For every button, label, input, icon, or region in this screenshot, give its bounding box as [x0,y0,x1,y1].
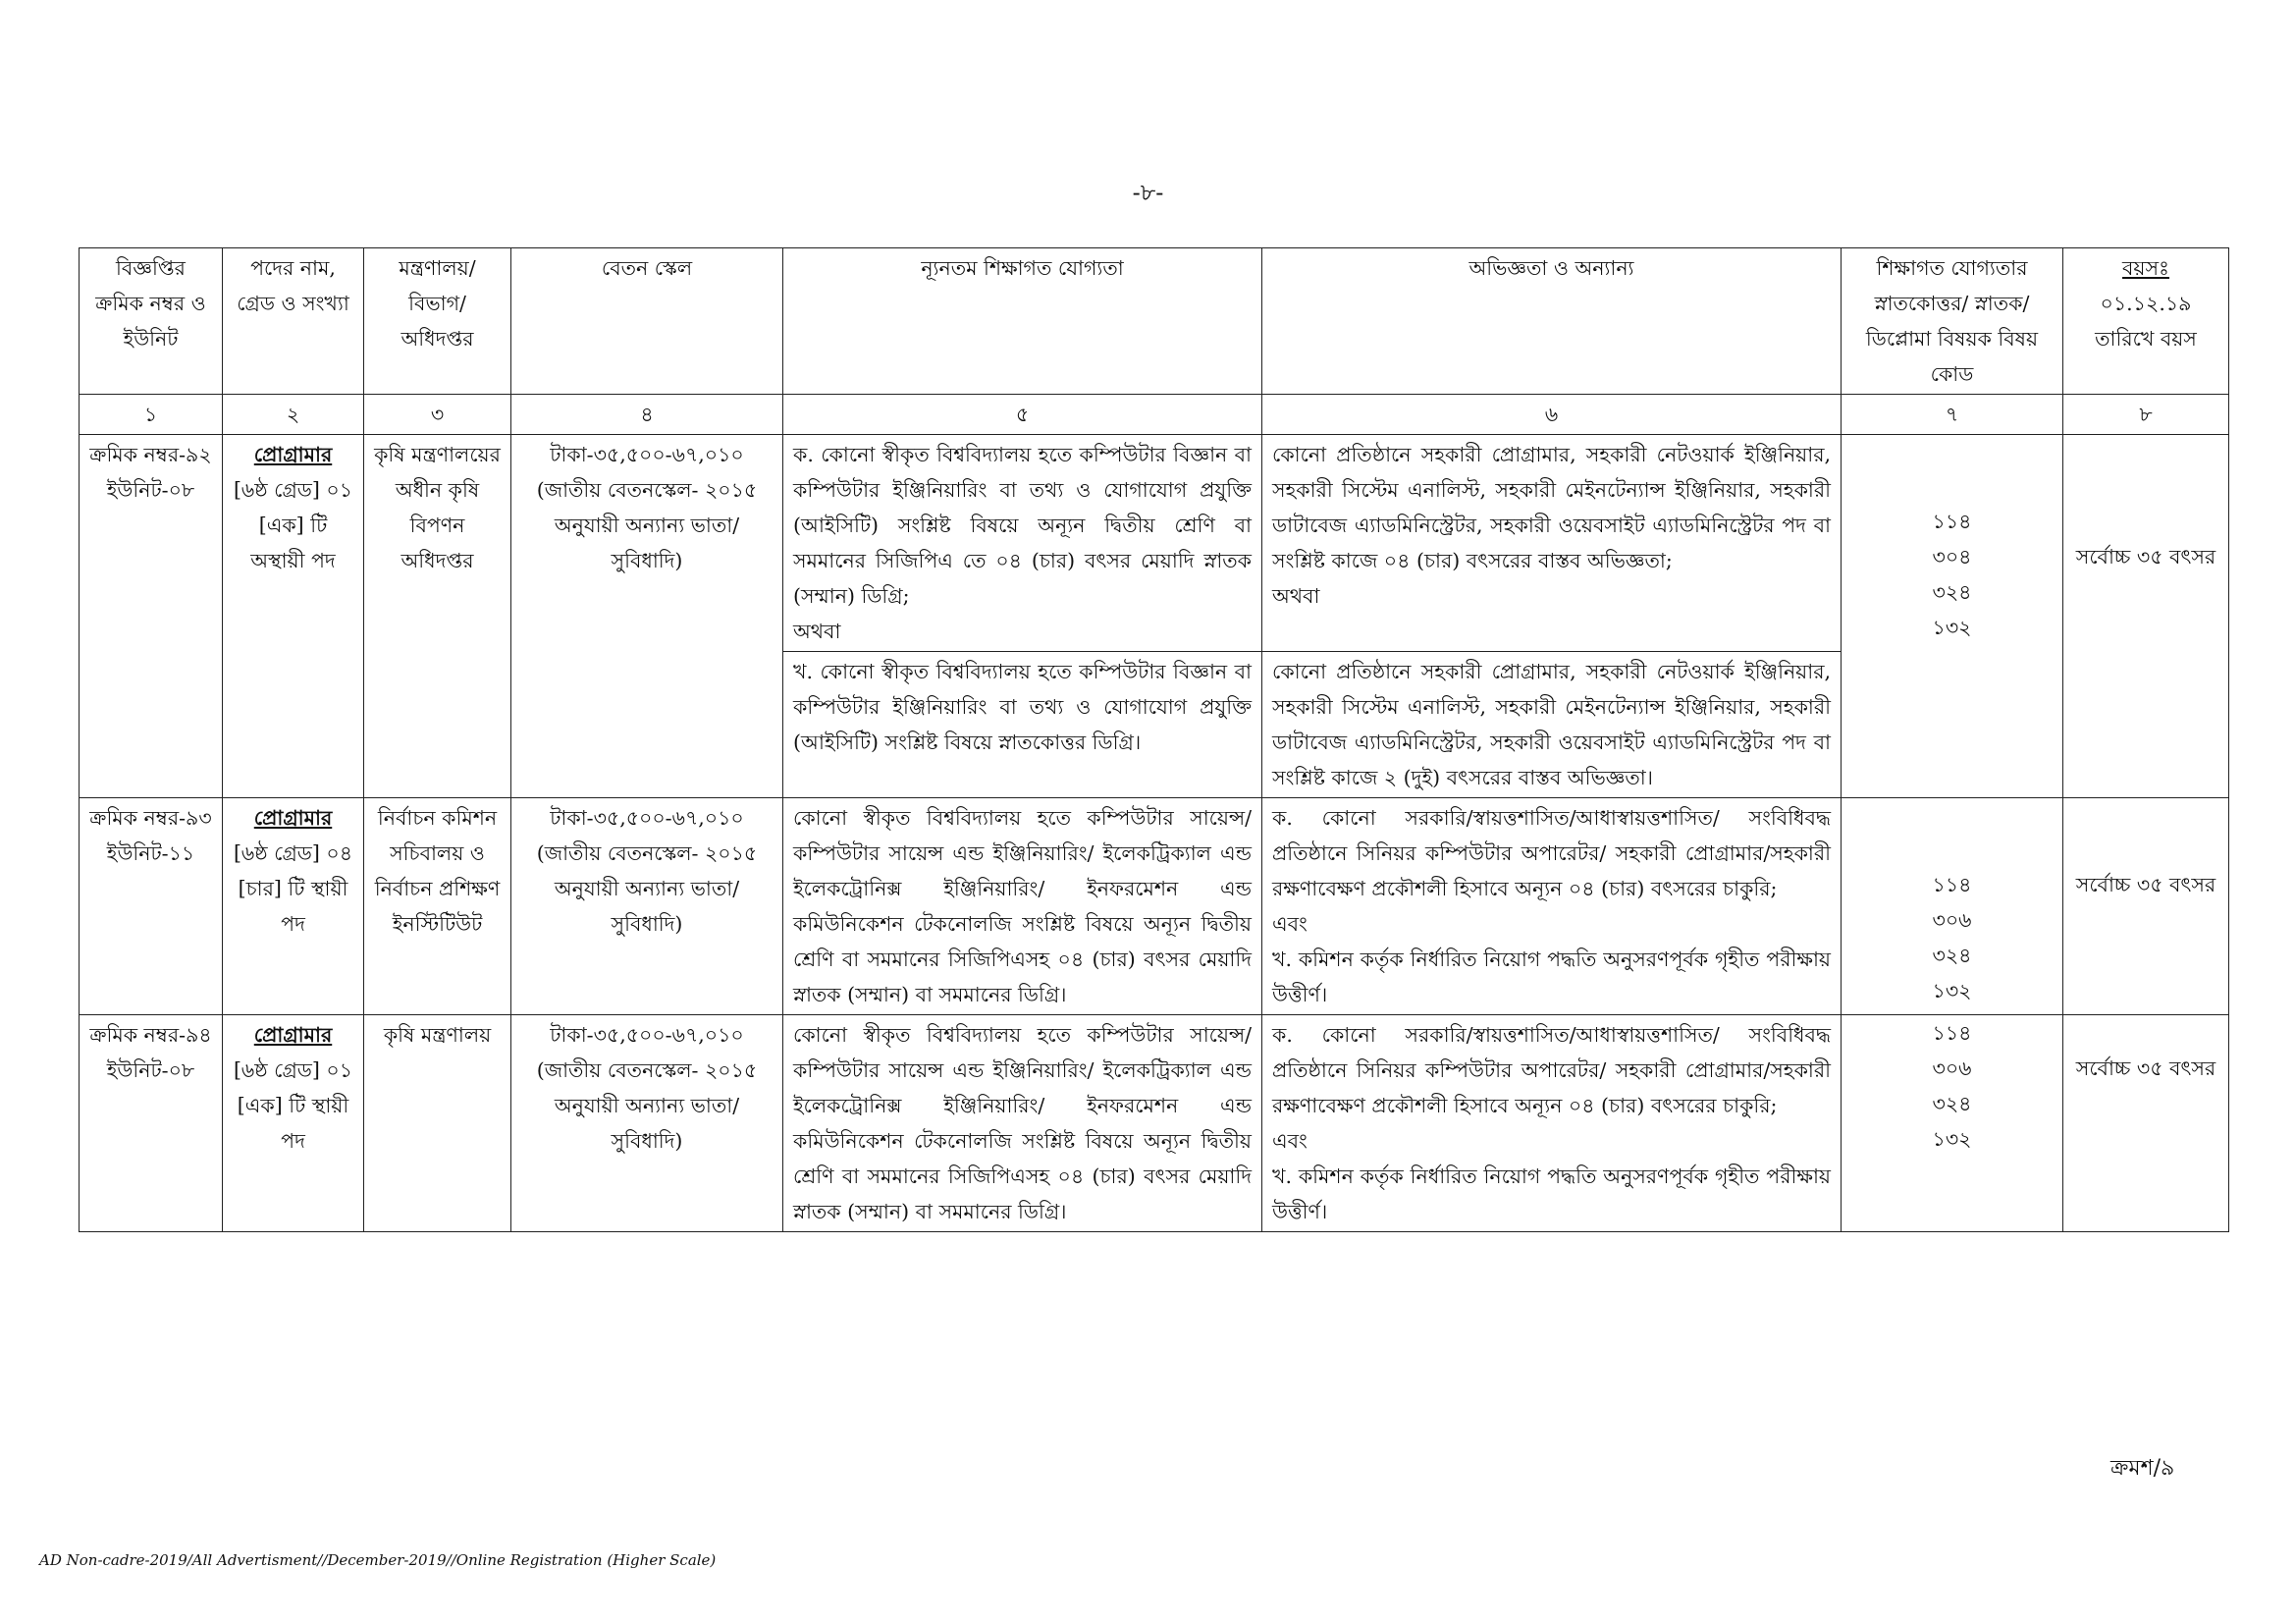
header-serial: বিজ্ঞপ্তির ক্রমিক নম্বর ও ইউনিট [80,248,223,395]
header-ministry: মন্ত্রণালয়/ বিভাগ/ অধিদপ্তর [364,248,511,395]
pay-scale-cell: টাকা-৩৫,৫০০-৬৭,০১০ (জাতীয় বেতনস্কেল- ২০১৫ অনুযায়ী অন্যান্য ভাতা/সুবিধাদি) [511,1015,783,1232]
experience-and: এবং [1272,912,1308,936]
subject-code: ১৩২ [1932,616,1972,639]
subject-code: ১১৪ [1932,1021,1972,1045]
table-row [80,435,2229,652]
post-name: প্রোগ্রামার [253,443,333,466]
education-or: অথবা [793,620,841,643]
subject-code: ৩০৬ [1932,908,1972,932]
serial-cell: ক্রমিক নম্বর-৯৩ ইউনিট-১১ [80,798,223,1015]
education-cell: কোনো স্বীকৃত বিশ্ববিদ্যালয় হতে কম্পিউটার সায়েন্স/কম্পিউটার সায়েন্স এন্ড ইঞ্জিনিয়ারিং/ ইলেকট্রিক্যাল এন্ড ইলেকট্রোনিক্স ইঞ্জিনিয়ারিং/ ইনফরমেশন এন্ড কমিউনিকেশন টেকনোলজি সংশ্লিষ্ট বিষয়ে অন্যূন দ্বিতীয় শ্রেণি বা সমমানের সিজিপিএসহ ০৪ (চার) বৎসর মেয়াদি স্নাতক (সম্মান) বা সমমানের ডিগ্রি। [783,1015,1262,1232]
education-option-a: ক. কোনো স্বীকৃত বিশ্ববিদ্যালয় হতে কম্পিউটার বিজ্ঞান বা কম্পিউটার ইঞ্জিনিয়ারিং বা তথ্য ও যোগাযোগ প্রযুক্তি (আইসিটি) সংশ্লিষ্ট বিষয়ে অন্যূন দ্বিতীয় শ্রেণি বা সমমানের সিজিপিএ তে ০৪ (চার) বৎসর মেয়াদি স্নাতক (সম্মান) ডিগ্রি; [793,443,1252,608]
subject-code: ১১৪ [1932,873,1972,896]
post-grade: [৬ষ্ঠ গ্রেড] ০১ [এক] টি অস্থায়ী পদ [233,478,353,572]
subject-code: ১৩২ [1932,979,1972,1002]
experience-and: এবং [1272,1129,1308,1153]
column-number: ৩ [364,395,511,435]
column-number: ২ [223,395,364,435]
education-cell: কোনো স্বীকৃত বিশ্ববিদ্যালয় হতে কম্পিউটার সায়েন্স/কম্পিউটার সায়েন্স এন্ড ইঞ্জিনিয়ারিং/ ইলেকট্রিক্যাল এন্ড ইলেকট্রোনিক্স ইঞ্জিনিয়ারিং/ ইনফরমেশন এন্ড কমিউনিকেশন টেকনোলজি সংশ্লিষ্ট বিষয়ে অন্যূন দ্বিতীয় শ্রেণি বা সমমানের সিজিপিএসহ ০৪ (চার) বৎসর মেয়াদি স্নাতক (সম্মান) বা সমমানের ডিগ্রি। [783,798,1262,1015]
ministry-cell: নির্বাচন কমিশন সচিবালয় ও নির্বাচন প্রশিক্ষণ ইনস্টিটিউট [364,798,511,1015]
header-subject-code: শিক্ষাগত যোগ্যতার স্নাতকোত্তর/ স্নাতক/ডিপ্লোমা বিষয়ক বিষয় কোড [1842,248,2063,395]
subject-code: ৩২৪ [1932,1092,1972,1115]
subject-code: ১৩২ [1932,1127,1972,1151]
continued-marker: ক্রমশ/৯ [2110,1456,2175,1481]
column-number: ৭ [1842,395,2063,435]
education-cell: খ. কোনো স্বীকৃত বিশ্ববিদ্যালয় হতে কম্পিউটার বিজ্ঞান বা কম্পিউটার ইঞ্জিনিয়ারিং বা তথ্য ও যোগাযোগ প্রযুক্তি (আইসিটি) সংশ্লিষ্ট বিষয়ে স্নাতকোত্তর ডিগ্রি। [783,652,1262,798]
pay-scale-cell: টাকা-৩৫,৫০০-৬৭,০১০ (জাতীয় বেতনস্কেল- ২০১৫ অনুযায়ী অন্যান্য ভাতা/সুবিধাদি) [511,435,783,798]
header-min-education: ন্যূনতম শিক্ষাগত যোগ্যতা [783,248,1262,395]
post-grade: [৬ষ্ঠ গ্রেড] ০৪ [চার] টি স্থায়ী পদ [233,841,353,936]
experience-cell [1262,1015,1842,1232]
subject-code: ৩০৪ [1932,545,1972,568]
age-cell: সর্বোচ্চ ৩৫ বৎসর [2063,1015,2229,1232]
column-number: ৫ [783,395,1262,435]
subject-code-cell [1842,1015,2063,1232]
subject-code-cell [1842,798,2063,1015]
column-number-row [80,395,2229,435]
experience-cell [1262,798,1842,1015]
post-cell [223,435,364,798]
subject-code-cell [1842,435,2063,798]
age-cell: সর্বোচ্চ ৩৫ বৎসর [2063,435,2229,798]
header-age-date: ০১.১২.১৯ তারিখে বয়স [2095,292,2197,351]
ministry-cell: কৃষি মন্ত্রণালয় [364,1015,511,1232]
column-number: ৪ [511,395,783,435]
subject-code: ৩২৪ [1932,580,1972,604]
page-number: -৮- [1132,179,1164,206]
experience-option-b: খ. কমিশন কর্তৃক নির্ধারিত নিয়োগ পদ্ধতি অনুসরণপূর্বক গৃহীত পরীক্ষায় উত্তীর্ণ। [1272,947,1831,1006]
column-number: ৮ [2063,395,2229,435]
post-grade: [৬ষ্ঠ গ্রেড] ০১ [এক] টি স্থায়ী পদ [233,1058,353,1153]
experience-option-a: ক. কোনো সরকারি/স্বায়ত্তশাসিত/আধাস্বায়ত্তশাসিত/ সংবিধিবদ্ধ প্রতিষ্ঠানে সিনিয়র কম্পিউটার অপারেটর/ সহকারী প্রোগ্রামার/সহকারী রক্ষণাবেক্ষণ প্রকৌশলী হিসাবে অন্যূন ০৪ (চার) বৎসরের চাকুরি; [1272,1023,1831,1117]
experience-option-a: ক. কোনো সরকারি/স্বায়ত্তশাসিত/আধাস্বায়ত্তশাসিত/ সংবিধিবদ্ধ প্রতিষ্ঠানে সিনিয়র কম্পিউটার অপারেটর/ সহকারী প্রোগ্রামার/সহকারী রক্ষণাবেক্ষণ প্রকৌশলী হিসাবে অন্যূন ০৪ (চার) বৎসরের চাকুরি; [1272,806,1831,900]
column-number: ১ [80,395,223,435]
ministry-cell: কৃষি মন্ত্রণালয়ের অধীন কৃষি বিপণন অধিদপ্তর [364,435,511,798]
serial-cell: ক্রমিক নম্বর-৯৪ ইউনিট-০৮ [80,1015,223,1232]
subject-code: ১১৪ [1932,510,1972,533]
experience-cell: কোনো প্রতিষ্ঠানে সহকারী প্রোগ্রামার, সহকারী নেটওয়ার্ক ইঞ্জিনিয়ার, সহকারী সিস্টেম এনালিস্ট, সহকারী মেইনটেন্যান্স ইঞ্জিনিয়ার, সহকারী ডাটাবেজ এ্যাডমিনিস্ট্রেটর, সহকারী ওয়েবসাইট এ্যাডমিনিস্ট্রেটর পদ বা সংশ্লিষ্ট কাজে ২ (দুই) বৎসরের বাস্তব অভিজ্ঞতা। [1262,652,1842,798]
experience-option-b: খ. কমিশন কর্তৃক নির্ধারিত নিয়োগ পদ্ধতি অনুসরণপূর্বক গৃহীত পরীক্ষায় উত্তীর্ণ। [1272,1164,1831,1223]
pay-scale-cell: টাকা-৩৫,৫০০-৬৭,০১০ (জাতীয় বেতনস্কেল- ২০১৫ অনুযায়ী অন্যান্য ভাতা/সুবিধাদি) [511,798,783,1015]
subject-code: ৩২৪ [1932,944,1972,967]
header-row [80,248,2229,395]
experience-option-a: কোনো প্রতিষ্ঠানে সহকারী প্রোগ্রামার, সহকারী নেটওয়ার্ক ইঞ্জিনিয়ার, সহকারী সিস্টেম এনালিস্ট, সহকারী মেইনটেন্যান্স ইঞ্জিনিয়ার, সহকারী ডাটাবেজ এ্যাডমিনিস্ট্রেটর, সহকারী ওয়েবসাইট এ্যাডমিনিস্ট্রেটর পদ বা সংশ্লিষ্ট কাজে ০৪ (চার) বৎসরের বাস্তব অভিজ্ঞতা; [1272,443,1831,572]
column-number: ৬ [1262,395,1842,435]
header-experience: অভিজ্ঞতা ও অন্যান্য [1262,248,1842,395]
experience-cell [1262,435,1842,652]
experience-or: অথবা [1272,584,1320,608]
post-name: প্রোগ্রামার [253,806,333,830]
table-row [80,798,2229,1015]
job-circular-table [79,247,2229,1232]
header-age [2063,248,2229,395]
header-pay-scale: বেতন স্কেল [511,248,783,395]
footer-path: AD Non-cadre-2019/All Advertisment//December-2019//Online Registration (Higher Scale) [39,1551,717,1569]
education-cell [783,435,1262,652]
table-row [80,1015,2229,1232]
post-name: প্রোগ্রামার [253,1023,333,1047]
header-post: পদের নাম, গ্রেড ও সংখ্যা [223,248,364,395]
post-cell [223,1015,364,1232]
subject-code: ৩০৬ [1932,1056,1972,1080]
header-age-title: বয়সঃ [2122,256,2169,280]
post-cell [223,798,364,1015]
serial-cell: ক্রমিক নম্বর-৯২ ইউনিট-০৮ [80,435,223,798]
age-cell: সর্বোচ্চ ৩৫ বৎসর [2063,798,2229,1015]
